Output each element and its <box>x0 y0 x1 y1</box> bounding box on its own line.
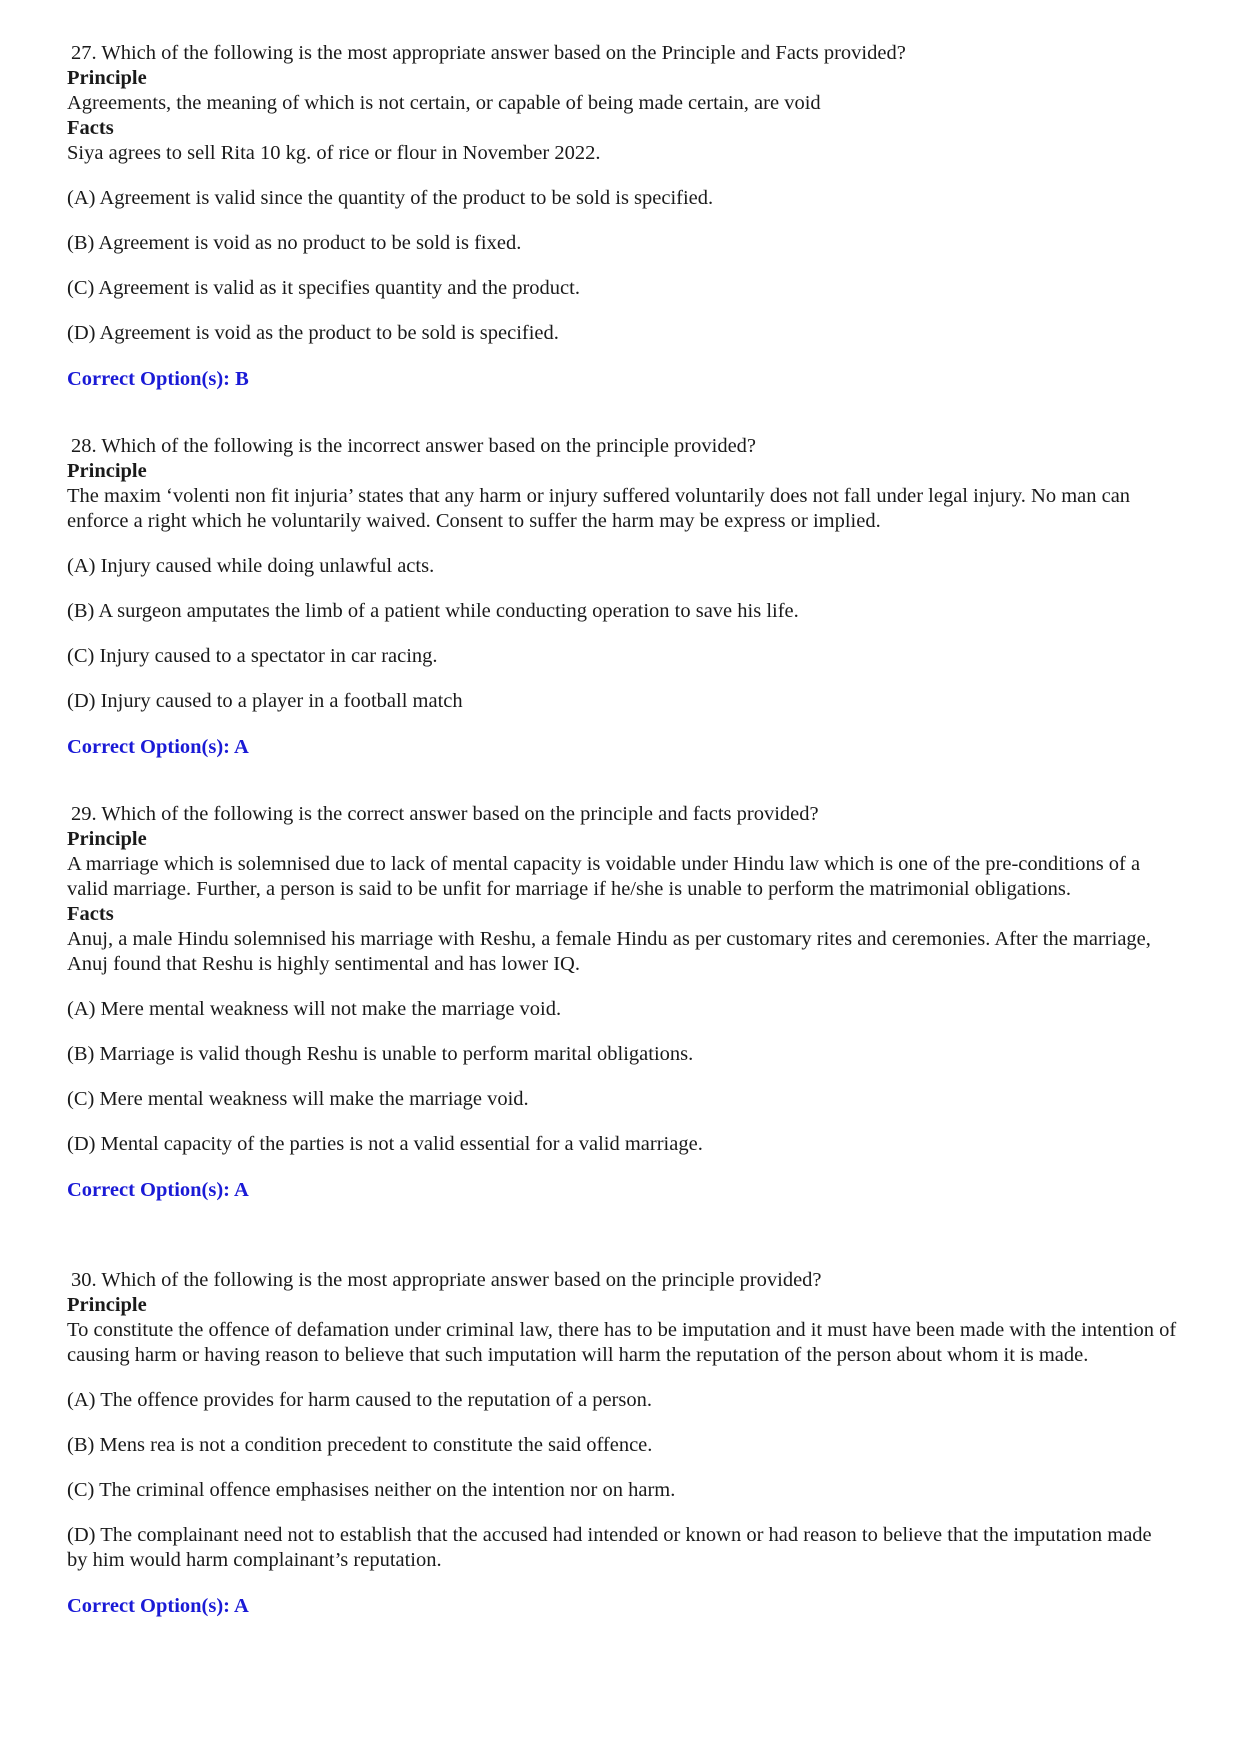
facts-label: Facts <box>67 903 114 925</box>
facts-label: Facts <box>67 117 114 139</box>
principle-label: Principle <box>67 67 147 89</box>
principle-label: Principle <box>67 460 147 482</box>
option-d: (D) Agreement is void as the product to be sold is specified. <box>67 322 559 344</box>
option-a: (A) Injury caused while doing unlawful acts. <box>67 555 435 577</box>
principle-text: A marriage which is solemnised due to lack of mental capacity is voidable under Hindu law which is one of the pre-conditions of a valid marriage. Further, a person is said to be unfit for marriage if he/she is unable to perform the matrimonial obligations. <box>67 853 1141 900</box>
principle-label: Principle <box>67 828 147 850</box>
correct-option: Correct Option(s): A <box>67 1595 249 1617</box>
question-29 <box>67 802 1177 1203</box>
question-30 <box>67 1268 1177 1619</box>
option-c: (C) Agreement is valid as it specifies quantity and the product. <box>67 277 580 299</box>
principle-text: To constitute the offence of defamation under criminal law, there has to be imputation and it must have been made with the intention of causing harm or having reason to believe that such imputation will harm the reputation of the person about whom it is made. <box>67 1319 1177 1366</box>
option-b: (B) Mens rea is not a condition precedent to constitute the said offence. <box>67 1434 653 1456</box>
principle-text: The maxim ‘volenti non fit injuria’ states that any harm or injury suffered voluntarily does not fall under legal injury. No man can enforce a right which he voluntarily waived. Consent to suffer the harm may be express or implied. <box>67 485 1131 532</box>
option-b: (B) Marriage is valid though Reshu is unable to perform marital obligations. <box>67 1043 694 1065</box>
correct-option: Correct Option(s): A <box>67 1179 249 1201</box>
facts-text: Siya agrees to sell Rita 10 kg. of rice or flour in November 2022. <box>67 142 601 164</box>
option-c: (C) The criminal offence emphasises neither on the intention nor on harm. <box>67 1479 676 1501</box>
option-b: (B) A surgeon amputates the limb of a patient while conducting operation to save his life. <box>67 600 799 622</box>
correct-option: Correct Option(s): A <box>67 736 249 758</box>
option-d: (D) Mental capacity of the parties is not a valid essential for a valid marriage. <box>67 1133 703 1155</box>
option-d: (D) Injury caused to a player in a football match <box>67 690 463 712</box>
option-a: (A) The offence provides for harm caused to the reputation of a person. <box>67 1389 652 1411</box>
option-a: (A) Mere mental weakness will not make the marriage void. <box>67 998 562 1020</box>
option-c: (C) Injury caused to a spectator in car racing. <box>67 645 438 667</box>
facts-text: Anuj, a male Hindu solemnised his marriage with Reshu, a female Hindu as per customary rites and ceremonies. After the marriage, Anuj found that Reshu is highly sentimental and has lower IQ. <box>67 928 1151 975</box>
option-b: (B) Agreement is void as no product to be sold is fixed. <box>67 232 522 254</box>
question-title: 30. Which of the following is the most appropriate answer based on the principle provided? <box>71 1269 822 1291</box>
correct-option: Correct Option(s): B <box>67 368 249 390</box>
question-title: 27. Which of the following is the most appropriate answer based on the Principle and Facts provided? <box>71 42 906 64</box>
question-28 <box>67 434 1177 760</box>
option-c: (C) Mere mental weakness will make the marriage void. <box>67 1088 529 1110</box>
option-d: (D) The complainant need not to establish that the accused had intended or known or had reason to believe that the imputation made by him would harm complainant’s reputation. <box>67 1524 1152 1571</box>
question-title: 29. Which of the following is the correct answer based on the principle and facts provided? <box>71 803 819 825</box>
question-27 <box>67 41 1177 392</box>
principle-text: Agreements, the meaning of which is not certain, or capable of being made certain, are void <box>67 92 821 114</box>
question-title: 28. Which of the following is the incorrect answer based on the principle provided? <box>71 435 757 457</box>
option-a: (A) Agreement is valid since the quantity of the product to be sold is specified. <box>67 187 714 209</box>
principle-label: Principle <box>67 1294 147 1316</box>
